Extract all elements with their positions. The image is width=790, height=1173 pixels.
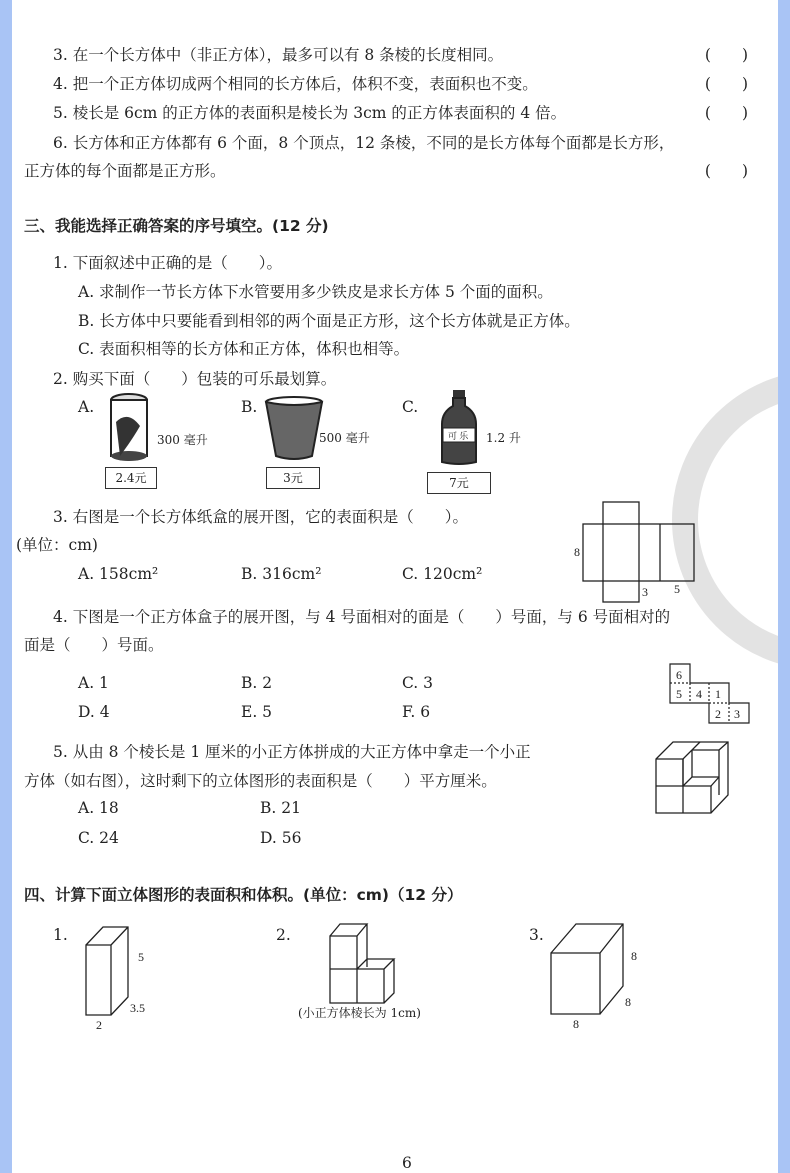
answer-paren[interactable]: ( ) [704, 104, 748, 122]
q5-stem-cont: 方体（如右图），这时剩下的立体图形的表面积是（ ）平方厘米。 [24, 772, 497, 790]
q2-stem: 2. 购买下面（ ）包装的可乐最划算。 [53, 370, 337, 388]
can-price: 2.4元 [105, 467, 157, 489]
face-4: 4 [696, 687, 702, 701]
answer-paren[interactable]: ( ) [704, 162, 748, 180]
judge-q6-cont: 正方体的每个面都是正方形。 [24, 162, 226, 180]
q4-stem: 4. 下图是一个正方体盒子的展开图，与 4 号面相对的面是（ ）号面，与 6 号面相对的 [53, 608, 671, 626]
can-image [104, 392, 154, 464]
q5-stem: 5. 从由 8 个棱长是 1 厘米的小正方体拼成的大正方体中拿走一个小正 [53, 743, 531, 761]
q2-label-c: C. [402, 398, 419, 416]
cuboid-figure-1 [86, 925, 166, 1032]
dim-width: 2 [96, 1018, 102, 1032]
q3-option-a: A. 158cm² [78, 565, 159, 583]
q4-stem-cont: 面是（ ）号面。 [24, 636, 164, 654]
answer-paren[interactable]: ( ) [704, 75, 748, 93]
dim-depth: 3.5 [130, 1001, 145, 1015]
q1-option-c: C. 表面积相等的长方体和正方体，体积也相等。 [78, 340, 410, 358]
page-number: 6 [402, 1154, 412, 1172]
face-3: 3 [734, 707, 740, 721]
face-6: 6 [676, 668, 682, 682]
judge-q5: 5. 棱长是 6cm 的正方体的表面积是棱长为 3cm 的正方体表面积的 4 倍。 [53, 104, 567, 122]
box-net-diagram [574, 502, 712, 602]
fig2-note: (小正方体棱长为 1cm) [298, 1006, 421, 1020]
q3-option-b: B. 316cm² [241, 565, 322, 583]
cup-price: 3元 [266, 467, 320, 489]
cube-figure-3 [551, 924, 651, 1031]
q4-option-e: E. 5 [241, 703, 273, 721]
q5-option-c: C. 24 [78, 829, 119, 847]
dim-width: 8 [573, 1017, 579, 1031]
q5-option-a: A. 18 [78, 799, 119, 817]
q4-option-b: B. 2 [241, 674, 273, 692]
dim-depth: 8 [625, 995, 631, 1009]
q3-option-c: C. 120cm² [402, 565, 483, 583]
q3-stem: 3. 右图是一个长方体纸盒的展开图，它的表面积是（ ）。 [53, 508, 468, 526]
judge-q6: 6. 长方体和正方体都有 6 个面，8 个顶点，12 条棱，不同的是长方体每个面都是长方形， [53, 134, 675, 152]
fig1-label: 1. [53, 926, 68, 944]
can-volume: 300 毫升 [157, 433, 208, 447]
q5-option-b: B. 21 [260, 799, 301, 817]
q3-unit: (单位：cm) [16, 536, 98, 554]
cup-image [264, 396, 324, 460]
judge-q3: 3. 在一个长方体中（非正方体），最多可以有 8 条棱的长度相同。 [53, 46, 504, 64]
bottle-price: 7元 [427, 472, 491, 494]
answer-paren[interactable]: ( ) [704, 46, 748, 64]
dim-5: 5 [674, 582, 680, 596]
l-shaped-cubes-figure [330, 924, 410, 1004]
q4-option-c: C. 3 [402, 674, 434, 692]
bottle-label: 可 乐 [448, 431, 469, 441]
dim-height: 8 [631, 949, 637, 963]
q1-option-a: A. 求制作一节长方体下水管要用多少铁皮是求长方体 5 个面的面积。 [78, 283, 553, 301]
q2-label-b: B. [241, 398, 258, 416]
dim-3: 3 [642, 585, 648, 599]
cube-net-diagram [670, 664, 752, 724]
face-2: 2 [715, 707, 721, 721]
worksheet-page [12, 0, 778, 1173]
section4-title: 四、计算下面立体图形的表面积和体积。(单位：cm)（12 分） [24, 886, 463, 904]
dim-height: 5 [138, 950, 144, 964]
q5-option-d: D. 56 [260, 829, 302, 847]
q4-option-f: F. 6 [402, 703, 431, 721]
q4-option-d: D. 4 [78, 703, 110, 721]
fig3-label: 3. [529, 926, 544, 944]
cube-missing-piece-diagram [656, 742, 736, 816]
bottle-image [440, 390, 478, 466]
dim-8: 8 [574, 545, 580, 559]
bottle-volume: 1.2 升 [486, 431, 521, 445]
fig2-label: 2. [276, 926, 291, 944]
face-1: 1 [715, 687, 721, 701]
cup-volume: 500 毫升 [319, 431, 370, 445]
q1-stem: 1. 下面叙述中正确的是（ ）。 [53, 254, 282, 272]
judge-q4: 4. 把一个正方体切成两个相同的长方体后，体积不变，表面积也不变。 [53, 75, 538, 93]
face-5: 5 [676, 687, 682, 701]
q2-label-a: A. [78, 398, 95, 416]
q1-option-b: B. 长方体中只要能看到相邻的两个面是正方形，这个长方体就是正方体。 [78, 312, 580, 330]
q4-option-a: A. 1 [78, 674, 109, 692]
section3-title: 三、我能选择正确答案的序号填空。(12 分) [24, 217, 329, 235]
